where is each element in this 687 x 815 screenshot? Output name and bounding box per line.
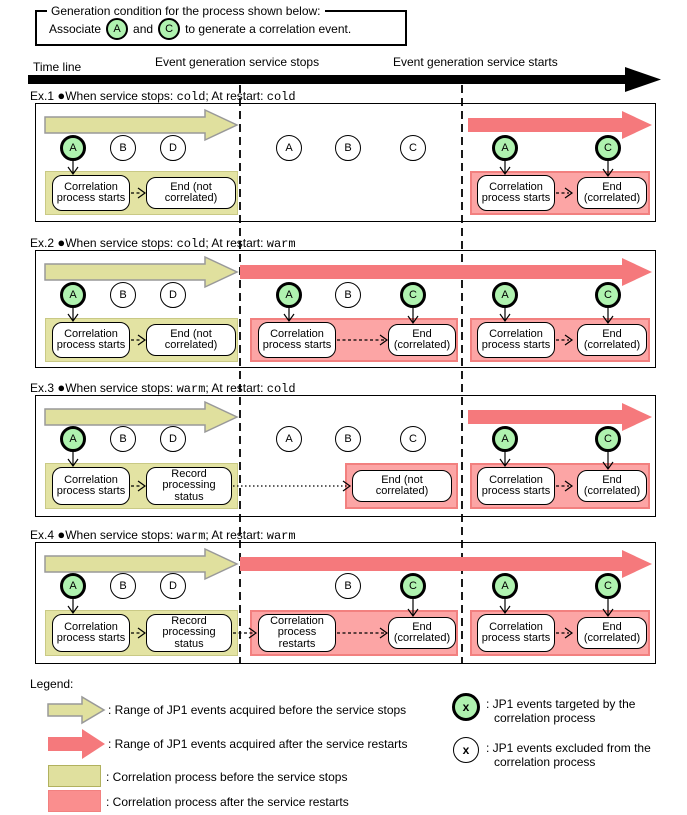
legend-excluded-event-icon xyxy=(453,737,479,763)
ex1-stop-mode: cold xyxy=(176,90,206,104)
bullet-icon: ● xyxy=(57,88,66,103)
ex1-before-event-a: A xyxy=(60,135,86,161)
ex3-stopped-event-c: C xyxy=(400,426,426,452)
ex1-before-end-box: End (not correlated) xyxy=(146,177,236,209)
legend-after-panel-icon xyxy=(48,790,101,812)
ex4-after-end-box: End (correlated) xyxy=(577,617,647,649)
ex1-title xyxy=(30,88,296,104)
ex1-after-corr-starts-box: Correlation process starts xyxy=(477,175,555,211)
ex4-mid: ; At restart: xyxy=(205,528,267,542)
ex3-stopped-event-b: B xyxy=(335,426,361,452)
ex1-after-event-c: C xyxy=(595,135,621,161)
service-stops-label: Event generation service stops xyxy=(155,55,320,69)
ex1-stopped-event-a: A xyxy=(276,135,302,161)
ex2-mid: ; At restart: xyxy=(205,236,267,250)
legend-after-panel-text: : Correlation process after the service restarts xyxy=(106,795,349,809)
ex3-before-corr-starts-box: Correlation process starts xyxy=(52,467,130,505)
ex4-restart-mode: warm xyxy=(266,529,296,543)
event-c-badge xyxy=(158,18,180,40)
ex2-after-end-box: End (correlated) xyxy=(577,324,647,356)
bullet-icon: ● xyxy=(57,527,66,542)
ex4-stopped-event-c: C xyxy=(400,573,426,599)
ex2-before-event-d: D xyxy=(160,282,186,308)
condition-title: Generation condition for the process shown below: xyxy=(47,4,325,18)
ex3-after-end-box: End (correlated) xyxy=(577,470,647,502)
ex1-after-event-a: A xyxy=(492,135,518,161)
ex2-stopped-end-box: End (correlated) xyxy=(388,324,456,356)
ex4-before-event-d: D xyxy=(160,573,186,599)
ex1-restart-mode: cold xyxy=(266,90,296,104)
ex1-stopped-event-b: B xyxy=(335,135,361,161)
ex3-title xyxy=(30,380,296,396)
legend-title: Legend: xyxy=(30,677,74,691)
legend-excluded-line2: correlation process xyxy=(494,755,596,769)
ex1-mid: ; At restart: xyxy=(205,89,267,103)
ex3-before-event-d: D xyxy=(160,426,186,452)
ex4-before-record-box: Record processing status xyxy=(146,614,232,652)
ex4-before-event-b: B xyxy=(110,573,136,599)
bullet-icon: ● xyxy=(57,380,66,395)
ex4-after-event-c: C xyxy=(595,573,621,599)
ex2-after-event-c: C xyxy=(595,282,621,308)
ex1-stopped-event-c: C xyxy=(400,135,426,161)
legend-before-arrow-icon xyxy=(48,697,104,723)
condition-post: to generate a correlation event. xyxy=(185,22,352,36)
ex3-mid: ; At restart: xyxy=(205,381,267,395)
event-c-label: C xyxy=(165,23,174,35)
ex3-before-event-b: B xyxy=(110,426,136,452)
timeline-label: Time line xyxy=(33,60,82,74)
legend-before-arrow-text: : Range of JP1 events acquired before the service stops xyxy=(108,703,407,717)
ex4-stopped-corr-restarts-box: Correlation process restarts xyxy=(258,614,336,652)
condition-box xyxy=(35,4,407,46)
ex4-stopped-event-b: B xyxy=(335,573,361,599)
ex1-before-event-b: B xyxy=(110,135,136,161)
ex4-stop-mode: warm xyxy=(176,529,206,543)
ex4-before-event-a: A xyxy=(60,573,86,599)
ex3-after-event-c: C xyxy=(595,426,621,452)
legend-after-arrow-text: : Range of JP1 events acquired after the service restarts xyxy=(108,737,408,751)
event-a-badge xyxy=(106,18,128,40)
ex2-stop-mode: cold xyxy=(176,237,206,251)
condition-pre: Associate xyxy=(49,22,102,36)
ex2-before-event-a: A xyxy=(60,282,86,308)
ex4-stopped-end-box: End (correlated) xyxy=(388,617,456,649)
ex2-pre: When service stops: xyxy=(65,236,177,250)
ex3-stopped-event-a: A xyxy=(276,426,302,452)
ex2-after-corr-starts-box: Correlation process starts xyxy=(477,322,555,358)
ex3-before-event-a: A xyxy=(60,426,86,452)
ex2-stopped-event-c: C xyxy=(400,282,426,308)
ex2-restart-mode: warm xyxy=(266,237,296,251)
ex2-after-event-a: A xyxy=(492,282,518,308)
ex2-stopped-event-b: B xyxy=(335,282,361,308)
legend-excluded-symbol: x xyxy=(462,743,470,757)
ex3-before-record-box: Record processing status xyxy=(146,467,232,505)
ex1-after-end-box: End (correlated) xyxy=(577,177,647,209)
condition-row xyxy=(49,18,351,40)
ex3-after-event-a: A xyxy=(492,426,518,452)
ex4-title xyxy=(30,527,296,543)
bullet-icon: ● xyxy=(57,235,66,250)
ex2-before-corr-starts-box: Correlation process starts xyxy=(52,322,130,358)
ex2-before-end-box: End (not correlated) xyxy=(146,324,236,356)
legend-excluded-line1: : JP1 events excluded from the xyxy=(486,741,651,755)
legend-after-arrow-icon xyxy=(48,729,105,759)
ex4-after-corr-starts-box: Correlation process starts xyxy=(477,614,555,652)
ex1-before-event-d: D xyxy=(160,135,186,161)
ex2-stopped-corr-starts-box: Correlation process starts xyxy=(258,322,336,358)
ex3-id: Ex.3 xyxy=(30,381,55,395)
ex4-id: Ex.4 xyxy=(30,528,55,542)
ex3-restart-mode: cold xyxy=(266,382,296,396)
ex1-before-corr-starts-box: Correlation process starts xyxy=(52,175,130,211)
ex4-pre: When service stops: xyxy=(65,528,177,542)
legend-targeted-symbol: x xyxy=(462,700,470,714)
ex2-id: Ex.2 xyxy=(30,236,55,250)
legend-targeted-event-icon xyxy=(452,693,480,721)
ex4-after-event-a: A xyxy=(492,573,518,599)
ex1-id: Ex.1 xyxy=(30,89,55,103)
ex3-stop-mode: warm xyxy=(176,382,206,396)
legend-targeted-line1: : JP1 events targeted by the xyxy=(486,697,636,711)
ex3-pre: When service stops: xyxy=(65,381,177,395)
ex4-before-corr-starts-box: Correlation process starts xyxy=(52,614,130,652)
legend-before-panel-icon xyxy=(48,765,101,787)
service-starts-label: Event generation service starts xyxy=(393,55,558,69)
ex2-stopped-event-a: A xyxy=(276,282,302,308)
ex1-pre: When service stops: xyxy=(65,89,177,103)
ex2-before-event-b: B xyxy=(110,282,136,308)
ex3-stopped-end-box: End (not correlated) xyxy=(352,470,452,502)
legend-targeted-line2: correlation process xyxy=(494,711,596,725)
ex2-title xyxy=(30,235,296,251)
legend-before-panel-text: : Correlation process before the service stops xyxy=(106,770,348,784)
timeline-arrow-head xyxy=(625,67,661,92)
condition-conj: and xyxy=(133,22,154,36)
event-a-label: A xyxy=(113,23,121,35)
timeline-arrow-body xyxy=(28,75,625,84)
ex3-after-corr-starts-box: Correlation process starts xyxy=(477,467,555,505)
